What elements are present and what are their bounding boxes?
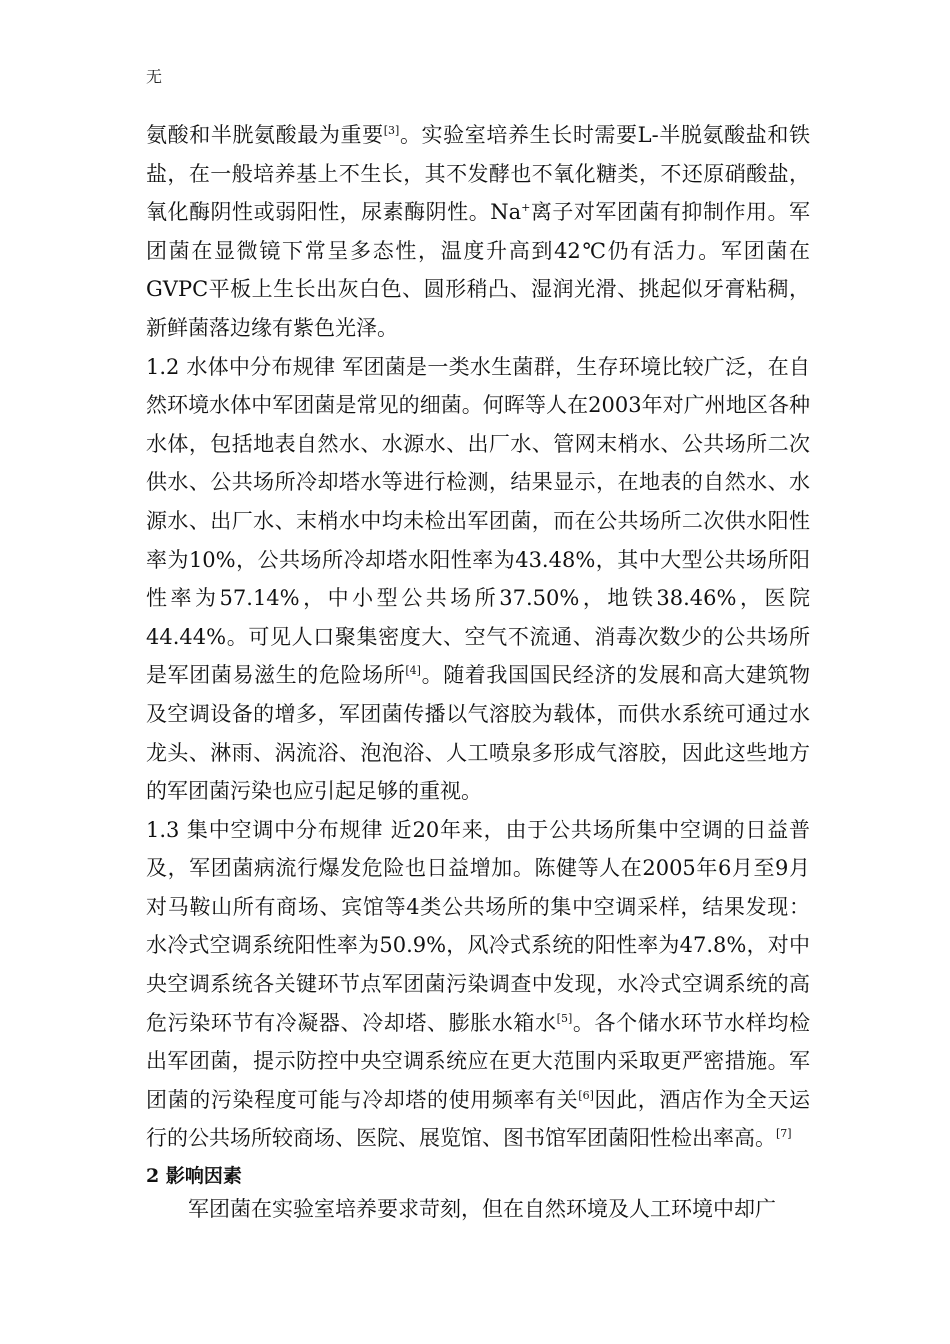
text-run: 1.3 集中空调中分布规律 近20年来，由于公共场所集中空调的日益普及，军团菌病流行爆发危险也日益增加。陈健等人在2005年6月至9月对马鞍山所有商场、宾馆等4类公共场所的集中空调采样，结果发现：水冷式空调系统阳性率为50.9%，风冷式系统的阳性率为47.8%，对中央空调系统各关键环节点军团菌污染调查中发现，水冷式空调系统的高危污染环节有冷凝器、冷却塔、膨胀水箱水 (146, 817, 810, 1035)
text-run: 。随着我国国民经济的发展和高大建筑物及空调设备的增多，军团菌传播以气溶胶为载体，而供水系统可通过水龙头、淋雨、涡流浴、泡泡浴、人工喷泉多形成气溶胶，因此这些地方的军团菌污染也应引起足够的重视。 (146, 663, 811, 804)
text-run: 。各个储水环节水样均检出军团菌，提示防控中央空调系统应在更大范围内采取更严密措施。军团菌的污染程度可能与冷却塔的使用频率有关 (146, 1010, 810, 1112)
document-body (146, 116, 810, 1227)
citation-ref: [5] (556, 1011, 573, 1025)
paragraph-section-1-2 (146, 348, 810, 811)
text-run: 离子对军团菌有抑制作用。军团菌在显微镜下常呈多态性，温度升高到42℃仍有活力。军团菌在GVPC平板上生长出灰白色、圆形稍凸、湿润光滑、挑起似牙膏粘稠，新鲜菌落边缘有紫色光泽。 (146, 200, 810, 340)
text-run: 1.2 水体中分布规律 军团菌是一类水生菌群，生存环境比较广泛，在自然环境水体中军团菌是常见的细菌。何晖等人在2003年对广州地区各种水体，包括地表自然水、水源水、出厂水、管网末梢水、公共场所二次供水、公共场所冷却塔水等进行检测，结果显示，在地表的自然水、水源水、出厂水、末梢水中均未检出军团菌，而在公共场所二次供水阳性率为10%，公共场所冷却塔水阳性率为43.48%，其中大型公共场所阳性率为57.14%，中小型公共场所37.50%，地铁38.46%，医院44.44%。可见人口聚集密度大、空气不流通、消毒次数少的公共场所是军团菌易滋生的危险场所 (146, 354, 810, 688)
citation-ref: [6] (578, 1088, 594, 1102)
text-run: 因此，酒店作为全天运行的公共场所较商场、医院、展览馆、图书馆军团菌阳性检出率高。 (146, 1087, 811, 1151)
citation-ref: [3] (383, 124, 400, 137)
superscript-plus: + (521, 201, 531, 215)
paragraph-1 (146, 116, 810, 348)
citation-ref: [4] (405, 664, 421, 678)
text-run: 氨酸和半胱氨酸最为重要 (146, 123, 384, 147)
paragraph-section-2 (146, 1191, 810, 1227)
section-heading: 2 影响因素 (146, 1165, 242, 1188)
page-header: 无 (146, 67, 163, 86)
paragraph-section-1-3 (146, 811, 810, 1158)
citation-ref: [7] (776, 1127, 792, 1141)
text-run: 军团菌在实验室培养要求苛刻，但在自然环境及人工环境中却广 (188, 1197, 776, 1222)
text-run: 。实验室培养生长时需要L-半脱氨酸盐和铁盐，在一般培养基上不生长，其不发酵也不氧化糖类，不还原硝酸盐，氧化酶阴性或弱阳性，尿素酶阴性。Na (146, 123, 810, 225)
